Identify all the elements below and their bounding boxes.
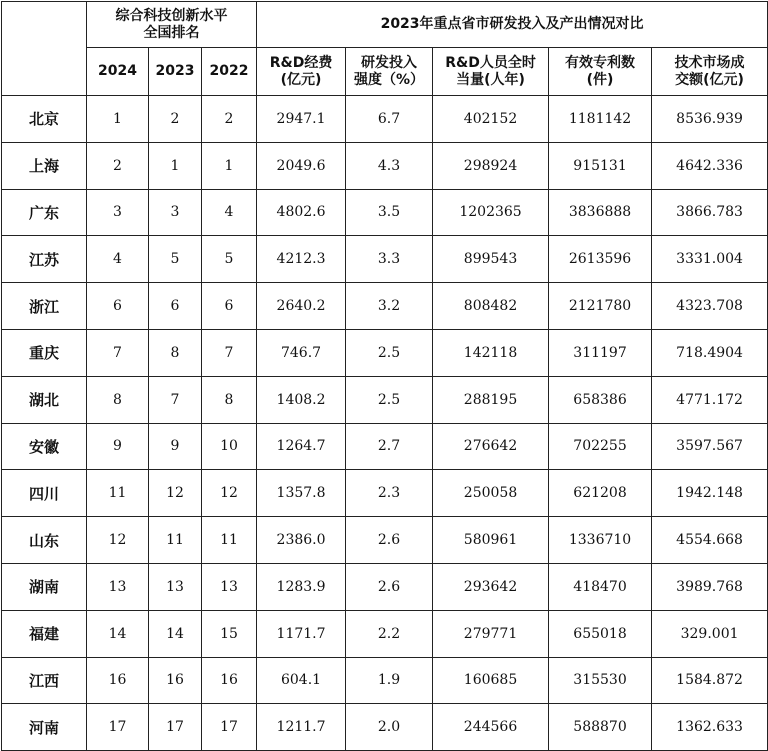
comparison-table <box>1 1 768 751</box>
header-row-2 <box>2 48 768 96</box>
year-header: 2022 <box>202 48 257 96</box>
rank-2024-cell: 2 <box>87 142 149 189</box>
region-header-cell <box>2 2 87 96</box>
table-row <box>2 517 768 564</box>
rd-intensity-cell: 4.3 <box>346 142 433 189</box>
patents-cell: 658386 <box>549 376 652 423</box>
region-cell: 北京 <box>2 96 87 143</box>
year-header: 2023 <box>149 48 202 96</box>
rd-funding-cell: 1211.7 <box>257 704 346 751</box>
metric-header-rd-funding: R&D经费 (亿元) <box>257 48 346 96</box>
patents-cell: 915131 <box>549 142 652 189</box>
rank-2024-cell: 11 <box>87 470 149 517</box>
region-cell: 山东 <box>2 517 87 564</box>
region-cell: 广东 <box>2 189 87 236</box>
rank-2023-cell: 5 <box>149 236 202 283</box>
table-body <box>2 96 768 751</box>
rank-2022-cell: 12 <box>202 470 257 517</box>
rd-personnel-cell: 160685 <box>433 657 549 704</box>
rank-2023-cell: 11 <box>149 517 202 564</box>
tech-market-cell: 718.4904 <box>652 329 768 376</box>
rank-2022-cell: 15 <box>202 610 257 657</box>
rd-personnel-cell: 808482 <box>433 283 549 330</box>
rd-intensity-cell: 2.6 <box>346 517 433 564</box>
rank-2024-cell: 17 <box>87 704 149 751</box>
rank-2022-cell: 16 <box>202 657 257 704</box>
rank-2022-cell: 2 <box>202 96 257 143</box>
rank-2023-cell: 8 <box>149 329 202 376</box>
region-cell: 江西 <box>2 657 87 704</box>
region-cell: 江苏 <box>2 236 87 283</box>
rd-personnel-cell: 142118 <box>433 329 549 376</box>
rank-2024-cell: 3 <box>87 189 149 236</box>
patents-cell: 1336710 <box>549 517 652 564</box>
tech-market-cell: 3597.567 <box>652 423 768 470</box>
table-row <box>2 329 768 376</box>
patents-cell: 621208 <box>549 470 652 517</box>
table-row <box>2 96 768 143</box>
rd-personnel-cell: 580961 <box>433 517 549 564</box>
table-row <box>2 563 768 610</box>
patents-cell: 418470 <box>549 563 652 610</box>
rd-personnel-cell: 293642 <box>433 563 549 610</box>
rank-2023-cell: 9 <box>149 423 202 470</box>
rank-2022-cell: 13 <box>202 563 257 610</box>
rd-intensity-cell: 2.7 <box>346 423 433 470</box>
metric-header-patents: 有效专利数 (件) <box>549 48 652 96</box>
rank-2024-cell: 4 <box>87 236 149 283</box>
patents-cell: 311197 <box>549 329 652 376</box>
rank-2022-cell: 8 <box>202 376 257 423</box>
patents-cell: 655018 <box>549 610 652 657</box>
rank-2024-cell: 14 <box>87 610 149 657</box>
tech-market-cell: 4642.336 <box>652 142 768 189</box>
rank-2022-cell: 11 <box>202 517 257 564</box>
rank-2024-cell: 13 <box>87 563 149 610</box>
rank-2023-cell: 1 <box>149 142 202 189</box>
rank-2024-cell: 7 <box>87 329 149 376</box>
rank-2024-cell: 16 <box>87 657 149 704</box>
rank-2024-cell: 12 <box>87 517 149 564</box>
table-row <box>2 657 768 704</box>
rank-2023-cell: 6 <box>149 283 202 330</box>
table-row <box>2 376 768 423</box>
rd-funding-cell: 1357.8 <box>257 470 346 517</box>
ranking-group-header: 综合科技创新水平 全国排名 <box>87 2 257 48</box>
rank-2023-cell: 7 <box>149 376 202 423</box>
rd-personnel-cell: 1202365 <box>433 189 549 236</box>
region-cell: 河南 <box>2 704 87 751</box>
rank-2022-cell: 7 <box>202 329 257 376</box>
rank-2022-cell: 10 <box>202 423 257 470</box>
tech-market-cell: 3866.783 <box>652 189 768 236</box>
region-cell: 四川 <box>2 470 87 517</box>
rank-2022-cell: 5 <box>202 236 257 283</box>
rd-funding-cell: 2386.0 <box>257 517 346 564</box>
rd-intensity-cell: 2.6 <box>346 563 433 610</box>
rd-funding-cell: 2049.6 <box>257 142 346 189</box>
rd-personnel-cell: 899543 <box>433 236 549 283</box>
patents-cell: 588870 <box>549 704 652 751</box>
tech-market-cell: 1362.633 <box>652 704 768 751</box>
region-cell: 重庆 <box>2 329 87 376</box>
rd-funding-cell: 4212.3 <box>257 236 346 283</box>
table-row <box>2 704 768 751</box>
patents-cell: 3836888 <box>549 189 652 236</box>
table-row <box>2 236 768 283</box>
region-cell: 湖南 <box>2 563 87 610</box>
table-row <box>2 610 768 657</box>
region-cell: 浙江 <box>2 283 87 330</box>
region-cell: 安徽 <box>2 423 87 470</box>
tech-market-cell: 329.001 <box>652 610 768 657</box>
rank-2023-cell: 2 <box>149 96 202 143</box>
rank-2023-cell: 3 <box>149 189 202 236</box>
region-cell: 上海 <box>2 142 87 189</box>
rd-intensity-cell: 2.5 <box>346 329 433 376</box>
rank-2023-cell: 14 <box>149 610 202 657</box>
rd-funding-cell: 1283.9 <box>257 563 346 610</box>
metric-header-tech-market: 技术市场成 交额(亿元) <box>652 48 768 96</box>
rank-2024-cell: 9 <box>87 423 149 470</box>
rd-personnel-cell: 250058 <box>433 470 549 517</box>
rd-personnel-cell: 279771 <box>433 610 549 657</box>
tech-market-cell: 8536.939 <box>652 96 768 143</box>
header-row-1 <box>2 2 768 48</box>
rd-intensity-cell: 3.3 <box>346 236 433 283</box>
rd-intensity-cell: 6.7 <box>346 96 433 143</box>
rd-funding-cell: 2640.2 <box>257 283 346 330</box>
rank-2024-cell: 8 <box>87 376 149 423</box>
rd-funding-cell: 2947.1 <box>257 96 346 143</box>
patents-cell: 315530 <box>549 657 652 704</box>
rd-personnel-cell: 244566 <box>433 704 549 751</box>
rd-personnel-cell: 298924 <box>433 142 549 189</box>
tech-market-cell: 4554.668 <box>652 517 768 564</box>
rd-personnel-cell: 276642 <box>433 423 549 470</box>
region-cell: 福建 <box>2 610 87 657</box>
rd-intensity-cell: 2.2 <box>346 610 433 657</box>
region-cell: 湖北 <box>2 376 87 423</box>
rd-intensity-cell: 2.0 <box>346 704 433 751</box>
rd-personnel-cell: 402152 <box>433 96 549 143</box>
patents-cell: 2613596 <box>549 236 652 283</box>
metric-header-rd-intensity: 研发投入 强度（%） <box>346 48 433 96</box>
rank-2022-cell: 17 <box>202 704 257 751</box>
tech-market-cell: 4771.172 <box>652 376 768 423</box>
metric-header-rd-personnel: R&D人员全时 当量(人年) <box>433 48 549 96</box>
rank-2023-cell: 16 <box>149 657 202 704</box>
rank-2023-cell: 17 <box>149 704 202 751</box>
rd-intensity-cell: 2.3 <box>346 470 433 517</box>
rd-funding-cell: 746.7 <box>257 329 346 376</box>
table-row <box>2 189 768 236</box>
rank-2022-cell: 4 <box>202 189 257 236</box>
table-row <box>2 423 768 470</box>
rd-personnel-cell: 288195 <box>433 376 549 423</box>
year-header: 2024 <box>87 48 149 96</box>
tech-market-cell: 3331.004 <box>652 236 768 283</box>
rd-funding-cell: 1264.7 <box>257 423 346 470</box>
patents-cell: 2121780 <box>549 283 652 330</box>
table-row <box>2 470 768 517</box>
rank-2023-cell: 13 <box>149 563 202 610</box>
rank-2024-cell: 6 <box>87 283 149 330</box>
rank-2022-cell: 1 <box>202 142 257 189</box>
rd-intensity-cell: 3.2 <box>346 283 433 330</box>
tech-market-cell: 1584.872 <box>652 657 768 704</box>
rd-intensity-cell: 3.5 <box>346 189 433 236</box>
rd-group-header: 2023年重点省市研发投入及产出情况对比 <box>257 2 768 48</box>
rank-2022-cell: 6 <box>202 283 257 330</box>
table-row <box>2 283 768 330</box>
rank-2023-cell: 12 <box>149 470 202 517</box>
rank-2024-cell: 1 <box>87 96 149 143</box>
rd-intensity-cell: 1.9 <box>346 657 433 704</box>
rd-funding-cell: 1408.2 <box>257 376 346 423</box>
table-row <box>2 142 768 189</box>
patents-cell: 1181142 <box>549 96 652 143</box>
rd-funding-cell: 4802.6 <box>257 189 346 236</box>
tech-market-cell: 4323.708 <box>652 283 768 330</box>
tech-market-cell: 3989.768 <box>652 563 768 610</box>
rd-intensity-cell: 2.5 <box>346 376 433 423</box>
rd-funding-cell: 1171.7 <box>257 610 346 657</box>
patents-cell: 702255 <box>549 423 652 470</box>
tech-market-cell: 1942.148 <box>652 470 768 517</box>
rd-funding-cell: 604.1 <box>257 657 346 704</box>
